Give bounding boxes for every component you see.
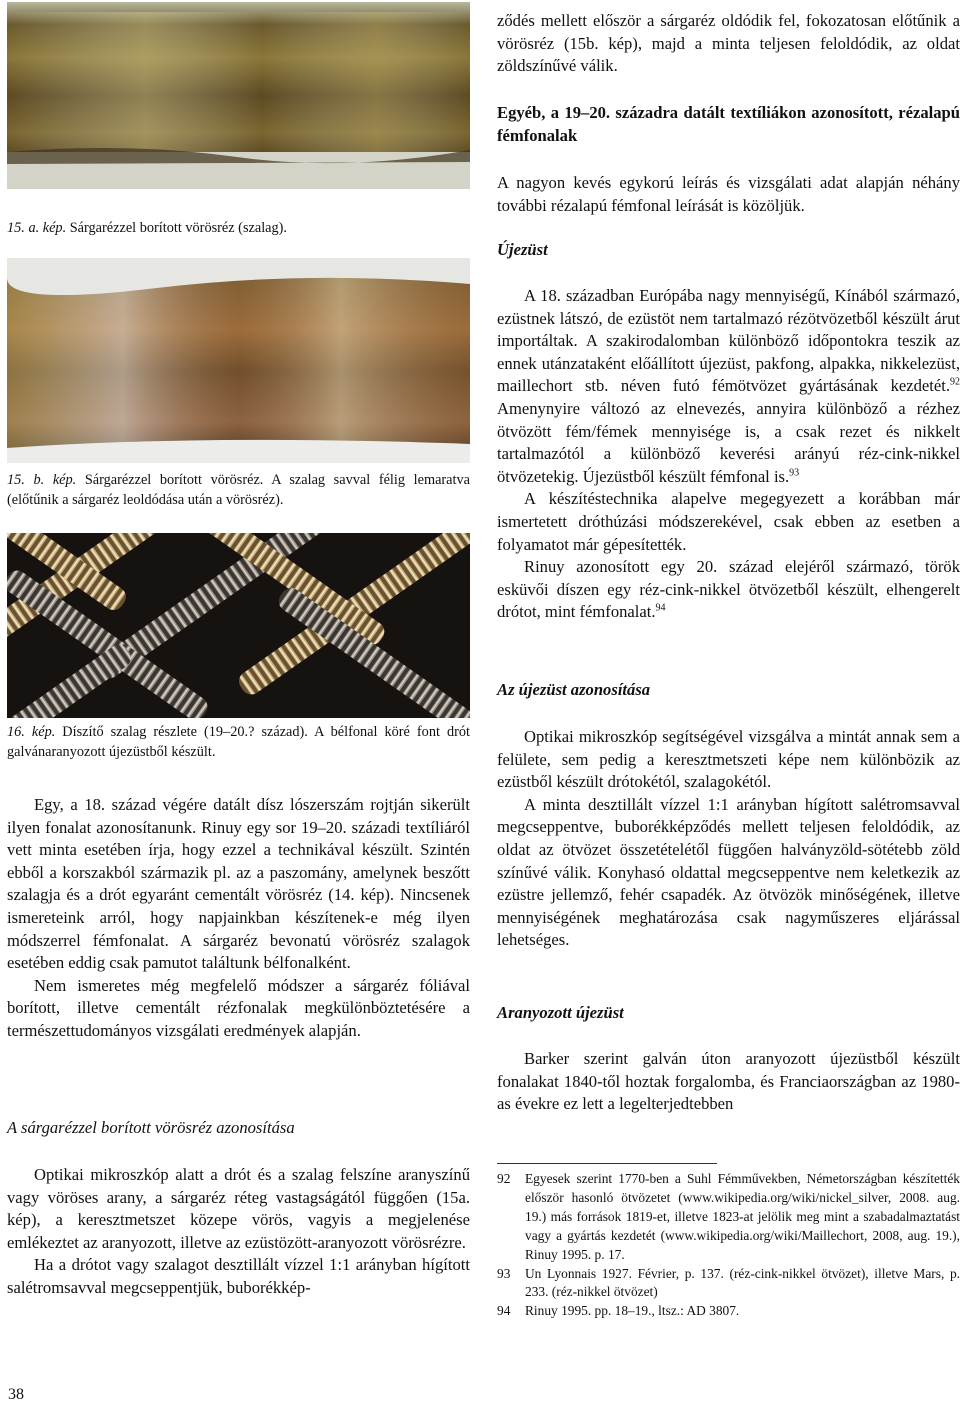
paragraph-part: Amenynyire változó az elnevezés, annyira különböző a rézhez ötvözött fém/fémek mennyisége is, a csak rezet és nikkelt tartalmazótól a különböző keverési arányú réz-cink-nikkel ötvözetekig. Újezüstből készült fémfonal is. (497, 398, 960, 486)
section-heading (497, 1002, 960, 1024)
footnote-92 (497, 1170, 960, 1265)
heading-other-copper-threads: Egyéb, a 19–20. századra datált textíliákon azonosított, rézalapú fémfonalak (497, 103, 960, 145)
paragraph: A nagyon kevés egykorú leírás és vizsgálati adat alapján néhány további rézalapú fémfonal leírását is közöljük. (497, 173, 960, 215)
page-number: 38 (8, 1386, 24, 1403)
paragraph: Optikai mikroszkóp alatt a drót és a szalag felszíne aranyszínű vagy vöröses arany, a sárgaréz réteg vastagságától függően (15a. kép), a keresztmetszet közepe vörös, vagyis a megjelenése emlékeztet az aranyozott, illetve az ezüstözött-aranyozott vörösrézre. (7, 1165, 470, 1252)
photo-15b (7, 258, 470, 463)
footnote-number: 94 (497, 1303, 511, 1319)
caption-15b-text: Sárgarézzel borított vörösréz. A szalag savval félig lemaratva (előtűnik a sárgaréz leoldódása után a vörösréz). (7, 472, 470, 508)
section-heading (497, 239, 960, 261)
heading-brass-copper-identification: A sárgarézzel borított vörösréz azonosítása (7, 1118, 295, 1137)
footnote-93 (497, 1265, 960, 1303)
heading-ujezust: Újezüst (497, 240, 548, 259)
paragraph-part: Rinuy azonosított egy 20. század elejéről származó, török esküvői díszen egy réz-cink-nikkel ötvözetből készült, elhengerelt drótot, mint fémfonalat. (497, 557, 960, 622)
heading-gilded-ujezust: Aranyozott újezüst (497, 1003, 624, 1022)
caption-15a-label: 15. a. kép. (7, 220, 67, 236)
left-body-2 (7, 1164, 470, 1300)
caption-16 (7, 723, 470, 762)
footnote-text: Un Lyonnais 1927. Février, p. 137. (réz-cink-nikkel ötvözet), illetve Mars, p. 233. (réz-nikkel ötvözet) (525, 1265, 960, 1300)
photo-16 (7, 533, 470, 718)
section-heading (497, 679, 960, 701)
paragraph: Nem ismeretes még megfelelő módszer a sárgaréz fóliával borított, illetve cementált rézfonalak megkülönböztetésére a természettudományos vizsgálati eredmények alapján. (7, 975, 470, 1040)
paragraph: A készítéstechnika alapelve megegyezett a korábban már ismertetett dróthúzási módszerekével, csak ebben az esetben a folyamatot már gépesítették. (497, 489, 960, 554)
paragraph: Barker szerint galván úton aranyozott újezüstből készült fonalakat 1840-től hoztak forgalomba, és Franciaországban az 1980-as évekre ez lett a legelterjedtebben (497, 1049, 960, 1114)
paragraph: ződés mellett először a sárgaréz oldódik fel, fokozatosan előtűnik a vörösréz (15b. kép), majd a minta teljesen feloldódik, az oldat zöldszínűvé válik. (497, 11, 960, 76)
paragraph: A minta desztillált vízzel 1:1 arányban hígított salétromsavval megcseppentve, buborékképződés mellett teljesen feloldódik, az oldat az ötvözet összetételétől függően halványzöld-sötétebb zöld színűvé válik. Konyhasó oldattal megcseppentve nem keletkezik az ezüstre jellemző, fehér csapadék. Az ötvözök minőségének, illetve mennyiségének meghatározása csak nagyműszeres eljárással lehetséges. (497, 794, 960, 950)
right-identification-body (497, 726, 960, 952)
footnote-divider (497, 1163, 717, 1164)
footnote-94 (497, 1302, 960, 1321)
left-body (7, 794, 470, 1043)
caption-16-text: Díszítő szalag részlete (19–20.? század). A bélfonal köré font drót galvánaranyozott újezüstből készült. (7, 724, 470, 760)
paragraph-part: A 18. században Európába nagy mennyiségű, Kínából származó, ezüstnek látszó, de ezüstöt nem tartalmazó rézötvözetből készült árut importáltak. A szakirodalomban különböző időpontokra teszik az ennek utánzataként előállított újezüst, pakfong, alpakka, nikkelezüst, maillechort stb. néven futó fémötvözet gyártásának kezdetét. (497, 286, 960, 396)
caption-15a (7, 219, 470, 239)
paragraph: Egy, a 18. század végére datált dísz lószerszám rojtján sikerült ilyen fonalat azonosítanunk. Rinuy egy sor 19–20. századi textíliáról vett minta esetében írja, hogy ezzel a technikával készült. Szintén ebből a korszakból származik pl. az a paszomány, amelynek beszőtt szalagja és a drót egyaránt cementált vörösréz (14. kép). Nincsenek ismereteink arról, hogy napjainkban készítenek-e még ilyen módszerrel fémfonalat. A sárgaréz bevonatú vörösréz szalagok esetében eddig csak pamutot találtunk bélfonalként. (7, 795, 470, 973)
caption-15a-text: Sárgarézzel borított vörösréz (szalag). (66, 220, 287, 236)
caption-16-label: 16. kép. (7, 724, 56, 740)
section-heading (7, 1117, 470, 1139)
paragraph: Ha a drótot vagy szalagot desztillált vízzel 1:1 arányban hígított salétromsavval megcseppentjük, buborékkép- (7, 1255, 470, 1297)
caption-15b-label: 15. b. kép. (7, 472, 77, 488)
footnote-number: 93 (497, 1265, 511, 1281)
footnote-text: Egyesek szerint 1770-ben a Suhl Fémművekben, Németországban készítették először hasonló ötvözetet (www.wikipedia.org/wiki/nickel_silver, 2008. aug. 19.) más források 1819-et, illetve 1823-at jelölik meg mint a szabadalmaztatást vagy a gyártás kezdetét (www.wikipedia.org/wiki/Maillechort, 2008, aug. 19.), Rinuy 1995. p. 17. (525, 1171, 960, 1262)
heading-ujezust-identification: Az újezüst azonosítása (497, 680, 651, 699)
footnote-ref-93[interactable]: 93 (789, 467, 800, 479)
right-intro (497, 172, 960, 217)
right-ujezust-body (497, 285, 960, 624)
footnote-text: Rinuy 1995. pp. 18–19., ltsz.: AD 3807. (525, 1303, 740, 1319)
caption-15b (7, 471, 470, 510)
footnote-number: 92 (497, 1171, 511, 1186)
paragraph (497, 556, 960, 624)
footnote-ref-94[interactable]: 94 (655, 602, 666, 614)
paragraph: Optikai mikroszkóp segítségével vizsgálva a mintát annak sem a felülete, sem pedig a keresztmetszeti képe nem különbözik az ezüstből készült drótokétól, szalagokétól. (497, 727, 960, 792)
section-heading (497, 102, 960, 147)
right-body-top (497, 10, 960, 78)
paragraph (497, 285, 960, 488)
footnote-ref-92[interactable]: 92 (950, 376, 960, 388)
right-gilded-body (497, 1048, 960, 1116)
footnotes (497, 1170, 960, 1321)
photo-15a (7, 2, 470, 189)
